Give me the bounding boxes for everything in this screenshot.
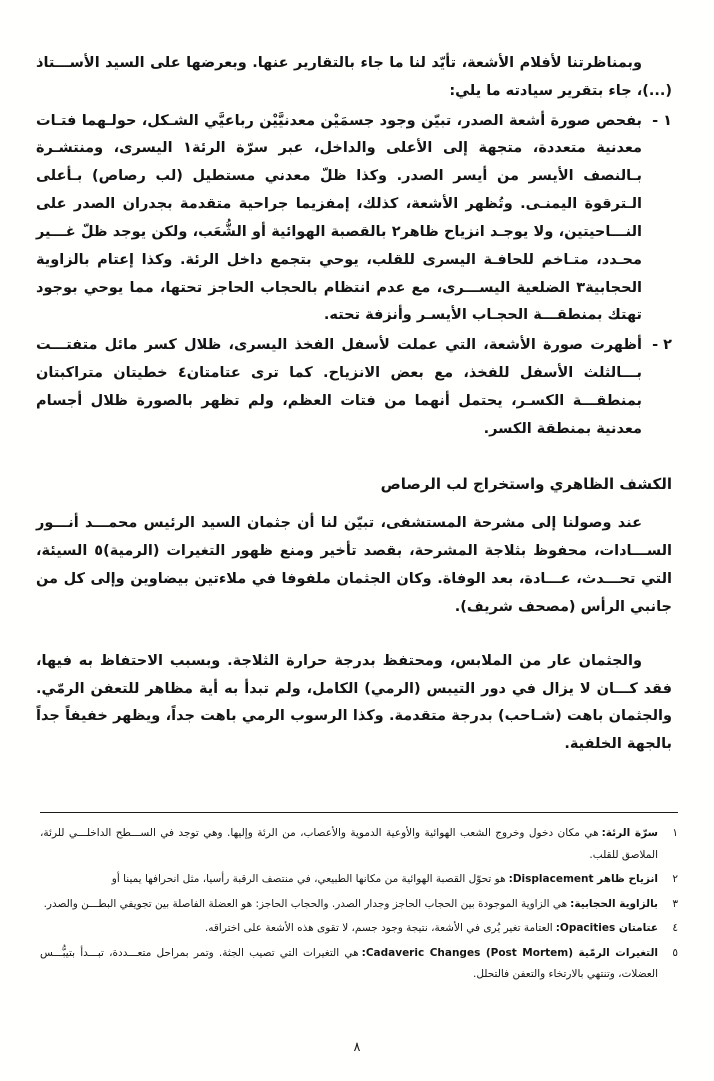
footnote-4 [40,918,678,940]
footnote-1 [40,823,678,866]
footnote-1-text: هي مكان دخول وخروج الشعب الهوائية والأوعية الدموية والأعصاب، من الرئة وإليها. وهي توجد في الســـطح الداخلـــي للرئة، الملاصق للقلب. [40,827,658,861]
paragraph-2: والجثمان عار من الملابس، ومحتفظ بدرجة حرارة الثلاجة. وبسبب الاحتفاظ به فيها، فقد كـــان لا يزال في دور التيبس (الرمي) الكامل، ولم تبدأ به أية مظاهر للتعفن الرمّي. والجثمان باهت (شـاحب) بدرجة متقدمة. وكذا الرسوب الرمي باهت جداً، ويظهر خفيفاً جداً بالجهة الخلفية. [36,652,672,753]
footnote-5-marker: ٥ [672,946,678,959]
footnotes-section [40,812,678,989]
footnote-2-body [40,869,658,891]
list-item-2-marker: ٢ - [652,337,672,354]
footnote-2-marker: ٢ [672,873,678,886]
footnote-2-term: انزياح ظاهر Displacement: [508,873,658,886]
page-number: ٨ [353,1040,361,1055]
footnote-3-body [40,894,658,916]
footnote-4-text: العتامة تغير يُرى في الأشعة، نتيجة وجود جسم، لا تقوى هذه الأشعة على اختراقه. [204,922,553,935]
footnote-2-text: هو تحوّل القصبة الهوائية من مكانها الطبيعي، في منتصف الرقبة رأسيا، مثل انحرافها يمينا أو [111,873,506,886]
footnote-5 [40,943,678,986]
footnote-3-text: هي الزاوية الموجودة بين الحجاب الحاجز وجدار الصدر. والحجاب الحاجز: هو العضلة الفاصلة بين تجويفي البطـــن والصدر. [43,897,568,910]
main-text [36,50,672,759]
footnote-4-marker: ٤ [672,922,678,935]
paragraph-1: عند وصولنا إلى مشرحة المستشفى، تبيّن لنا أن جثمان السيد الرئيس محمـــد أنـــور الســـادات، محفوظ بثلاجة المشرحة، بقصد تأخير ومنع ظهور التغيرات (الرمية)٥ السيئة، التي تحـــدث، عـــادة، بعد الوفاة. وكان الجثمان ملفوفا في ملاءتين بيضاوين وإلى كل من جانبي الرأس (مصحف شريف). [36,515,672,615]
footnote-4-term: عتامتان Opacities: [555,922,658,935]
footnote-3 [40,894,678,916]
footnote-separator [40,812,678,813]
footnote-1-body [40,823,658,866]
footnote-5-term: التغيرات الرمّية (Cadaveric Changes (Post Mortem: [361,946,658,959]
list-item-1-text: بفحص صورة أشعة الصدر، تبيّن وجود جسمَيْن معدنيَّيْن رباعيَّي الشـكل، حولـهما فتـات معدنية متعددة، متجهة إلى الأعلى والداخل، عبر سرّة الرئة١ اليسرى، ومنتشـرة بـالنصف الأيسر من أيسر الصدر. وكذا ظلّ معدني مستطيل (لب رصاص) بـأعلى الـترقوة اليمنـى. وتُظهر الأشعة، كذلك، إمفزيما جراحية متقدمة بجدران الصدر على النـــاحيتين، ولا يوجـد انزياح ظاهر٢ بالقصبة الهوائية أو الشُّعَب، ولكن يوجد ظلّ غـــير محـدد، متـاخم للحافـة اليسرى للقلب، يوحي بتجمع داخل الرئة. وكذا إعتام بالزاوية الحجابية٣ الضلعية اليســـرى، مع عدم انتظام بالحجاب الحاجز تحتها، مما يوحي بوجود تهتك بمنطقـــة الحجـاب الأيسـر وأنزفة تحته. [36,112,643,324]
footnote-3-marker: ٣ [672,897,678,910]
footnote-5-text: هي التغيرات التي تصيب الجثة. وتمر بمراحل متعـــددة، تبـــدأ بتيبُّـــس العضلات، وتنتهي بالارتخاء والتعفن فالتحلل. [40,946,658,981]
footnote-1-term: سرّة الرئة: [601,827,658,839]
footnotes-list [40,823,678,986]
list-item-2 [36,332,672,443]
footnote-5-body [40,943,658,986]
footnote-2 [40,869,678,891]
footnote-1-marker: ١ [672,827,678,839]
section-heading: الكشف الظاهري واستخراج لب الرصاص [380,474,672,493]
list-item-2-text: أظهرت صورة الأشعة، التي عملت لأسفل الفخذ اليسرى، ظلال كسر مائل متفتـــت بـــالثلث الأسفل للفخذ، مع بعض الانزياح. كما ترى عتامتان٤ خطيتان متراكبتان بمنطقـــة الكسـر، يحتمل أنهما من فتات العظم، ولم تظهر بالصورة ظلال أجسام معدنية بمنطقة الكسر. [36,337,642,437]
list-item-1 [36,108,672,331]
footnote-4-body [40,918,658,940]
intro-paragraph: وبمناظرتنا لأفلام الأشعة، تأيّد لنا ما جاء بالتقارير عنها. وبعرضها على السيد الأســـتاذ (...)، جاء بتقرير سيادته ما يلي: [36,55,672,99]
footnote-3-term: بالزاوية الحجابية: [570,897,658,910]
list-item-1-marker: ١ - [652,112,672,129]
